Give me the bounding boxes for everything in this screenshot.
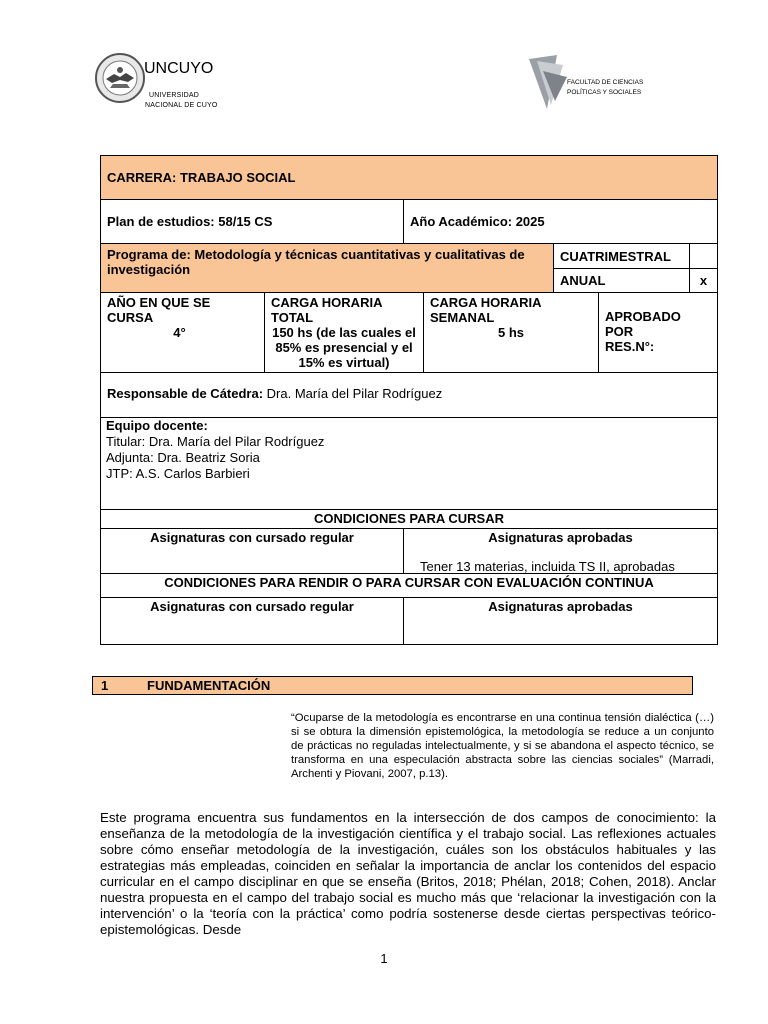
anio-academico-text: Año Académico: 2025: [410, 214, 545, 229]
section-heading: [92, 676, 693, 695]
uncuyo-logo-text: UNCUYO: [144, 60, 214, 77]
aprobado-cell: [598, 292, 718, 373]
section-title: FUNDAMENTACIÓN: [147, 678, 271, 693]
carga-total-cell: [264, 292, 424, 373]
plan-cell: [100, 199, 404, 244]
carga-total-label: CARGA HORARIA TOTAL: [271, 295, 382, 325]
condiciones-cursar-text: CONDICIONES PARA CURSAR: [314, 511, 504, 526]
cuatrimestral-cell: [553, 243, 690, 269]
anual-label: ANUAL: [560, 273, 606, 288]
equipo-titular: Titular: Dra. María del Pilar Rodríguez: [106, 434, 325, 449]
programa-cell: [100, 243, 554, 293]
anual-cell: [553, 268, 690, 293]
responsable-value: Dra. María del Pilar Rodríguez: [263, 386, 443, 401]
condiciones-cursar-header: [100, 509, 718, 529]
aprobado-label: APROBADO POR RES.N°:: [605, 309, 681, 354]
condiciones-rendir-header: [100, 573, 718, 598]
carga-total-value: 150 hs (de las cuales el 85% es presencial y el 15% es virtual): [272, 325, 416, 370]
university-name-line2: NACIONAL DE CUYO: [145, 102, 218, 109]
faculty-name-line1: FACULTAD DE CIENCIAS: [567, 79, 644, 86]
carrera-text: CARRERA: TRABAJO SOCIAL: [107, 170, 296, 185]
equipo-docente-row: [100, 417, 718, 510]
equipo-adjunta: Adjunta: Dra. Beatriz Soria: [106, 450, 260, 465]
condiciones-rendir-text: CONDICIONES PARA RENDIR O PARA CURSAR CON EVALUACIÓN CONTINUA: [164, 575, 654, 590]
rendir-regular-cell: [100, 597, 404, 645]
epigraph-quote: “Ocuparse de la metodología es encontrarse en una continua tensión dialéctica (…) si se obtura la dimensión epistemológica, la metodología se reduce a un conjunto de prácticas no reguladas intelectualmente, y si se abandona el aspecto técnico, se transforma en una especulación abstracta sobre las ciencias sociales” (Marradi, Archenti y Piovani, 2007, p.13).: [291, 712, 714, 780]
carga-semanal-cell: [423, 292, 599, 373]
responsable-row: [100, 372, 718, 418]
university-name-line1: UNIVERSIDAD: [149, 92, 200, 99]
carrera-row: [100, 155, 718, 200]
equipo-jtp: JTP: A.S. Carlos Barbieri: [106, 466, 250, 481]
rendir-aprobadas-cell: [403, 597, 718, 645]
cursar-aprobadas-value: Tener 13 materias, incluida TS II, aprobadas: [420, 559, 675, 574]
university-seal-logo: [94, 52, 146, 104]
faculty-logo: [527, 55, 567, 109]
body-paragraph: Este programa encuentra sus fundamentos en la intersección de dos campos de conocimiento: la enseñanza de la metodología de la investigación científica y el trabajo social. Las reflexiones actuales sobre cómo enseñar metodología de la investigación, cuáles son los obstáculos habituales y las estrategias más empleadas, coinciden en señalar la importancia de anclar los contenidos del espacio curricular en el campo disciplinar en que se enseña (Britos, 2018; Phélan, 2018; Cohen, 2018). Anclar nuestra propuesta en el campo del trabajo social es mucho más que ‘relacionar la investigación con la intervención’ o la ‘teoría con la práctica’ como podría sostenerse desde ciertas perspectivas teórico-epistemológicas. Desde: [100, 810, 716, 937]
rendir-aprobadas-header: Asignaturas aprobadas: [488, 599, 633, 614]
plan-text: Plan de estudios: 58/15 CS: [107, 214, 273, 229]
anio-cursa-label: AÑO EN QUE SE CURSA: [107, 295, 211, 325]
carga-semanal-value: 5 hs: [497, 325, 524, 340]
cuatrimestral-mark-cell: [689, 243, 718, 269]
anual-mark: x: [699, 273, 708, 288]
faculty-name-line2: POLÍTICAS Y SOCIALES: [567, 89, 642, 96]
carga-semanal-label: CARGA HORARIA SEMANAL: [430, 295, 541, 325]
cursar-aprobadas-cell: [403, 528, 718, 574]
programa-text: Programa de: Metodología y técnicas cuantitativas y cualitativas de investigación: [107, 247, 525, 277]
page-number: 1: [380, 951, 388, 966]
section-number: 1: [101, 678, 109, 693]
anio-academico-cell: [403, 199, 718, 244]
anual-mark-cell: [689, 268, 718, 293]
responsable-label: Responsable de Cátedra:: [107, 386, 264, 401]
cursar-aprobadas-header: Asignaturas aprobadas: [488, 530, 633, 545]
cursar-regular-cell: [100, 528, 404, 574]
cursar-regular-header: Asignaturas con cursado regular: [150, 530, 354, 545]
rendir-regular-header: Asignaturas con cursado regular: [150, 599, 354, 614]
anio-cursa-value: 4°: [173, 325, 186, 340]
cuatrimestral-label: CUATRIMESTRAL: [560, 249, 671, 264]
equipo-label: Equipo docente:: [106, 418, 208, 433]
anio-cursa-cell: [100, 292, 265, 373]
